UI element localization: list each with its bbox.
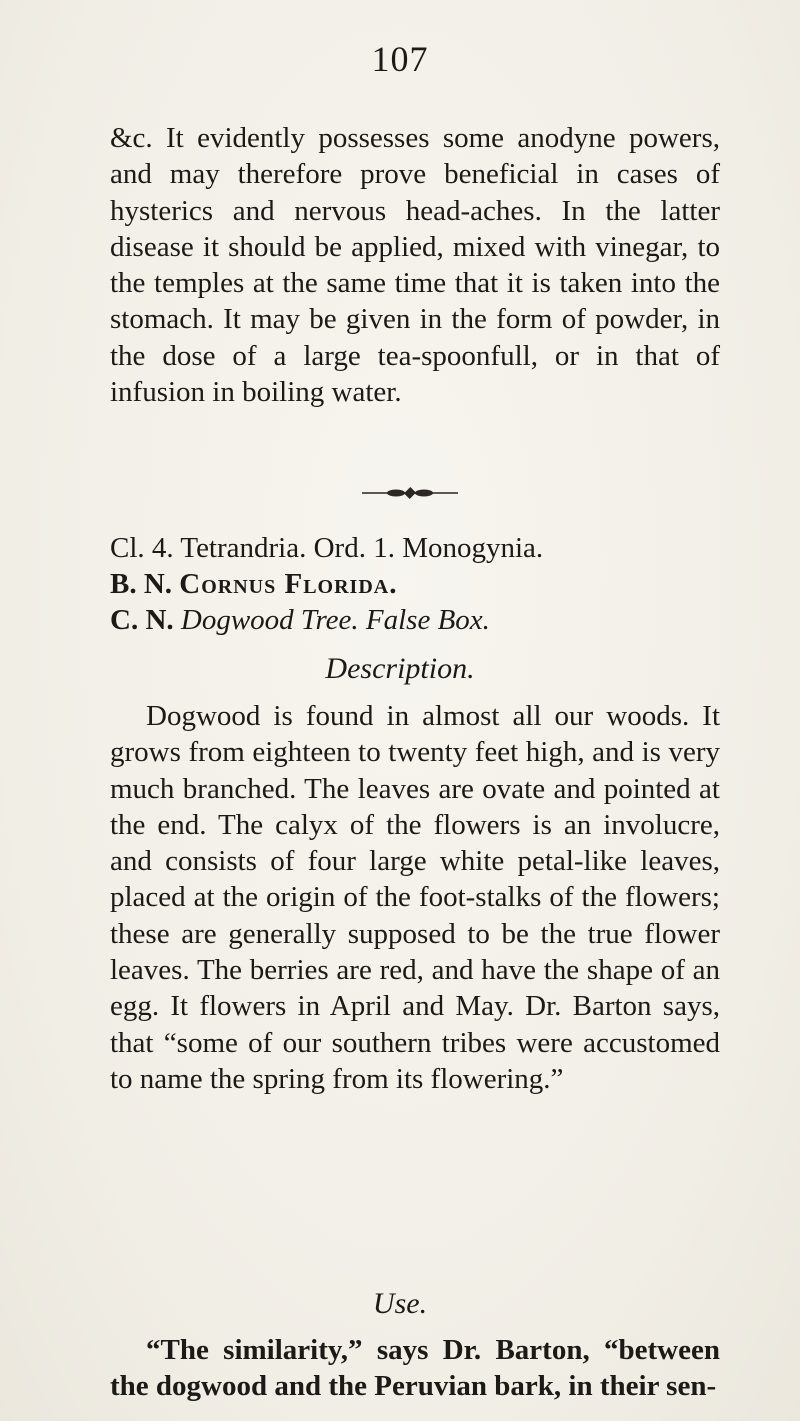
paragraph-anodyne-powers: &c. It evidently possesses some anodyne powers, and may therefore prove beneficial in cases of hysterics and nervous head-aches. In the latter disease it should be applied, mixed with vinegar, to the temples at the same time that it is taken into the stomach. It may be given in the form of powder, in the dose of a large tea-spoonfull, or in that of infusion in boiling water. bbox=[110, 122, 720, 409]
description-heading: Description. bbox=[325, 652, 475, 685]
common-name-prefix: C. N. bbox=[110, 604, 174, 636]
classification-class-order: Cl. 4. Tetrandria. Ord. 1. Monogynia. bbox=[110, 532, 544, 564]
botanical-name: Cornus Florida. bbox=[179, 568, 398, 600]
classification-block bbox=[110, 530, 720, 638]
ornament-divider-icon bbox=[360, 486, 460, 500]
classification-botanical-name-line bbox=[110, 566, 720, 602]
description-paragraph: Dogwood is found in almost all our woods. It grows from eighteen to twenty feet high, and is very much branched. The leaves are ovate and pointed at the end. The calyx of the flowers is an involucre, and consists of four large white petal-like leaves, placed at the origin of the foot-stalks of the flowers; these are generally supposed to be the true flower leaves. The berries are red, and have the shape of an egg. It flowers in April and May. Dr. Barton says, that “some of our southern tribes were accustomed to name the spring from its flowering.” bbox=[110, 700, 720, 1095]
page-number: 107 bbox=[371, 39, 429, 79]
botanical-name-prefix: B. N. bbox=[110, 568, 173, 600]
classification-common-name-line bbox=[110, 602, 720, 638]
common-names: Dogwood Tree. False Box. bbox=[180, 604, 490, 636]
use-heading: Use. bbox=[372, 1287, 428, 1320]
use-paragraph: “The similarity,” says Dr. Barton, “between the dogwood and the Peruvian bark, in their sen- bbox=[110, 1334, 720, 1403]
